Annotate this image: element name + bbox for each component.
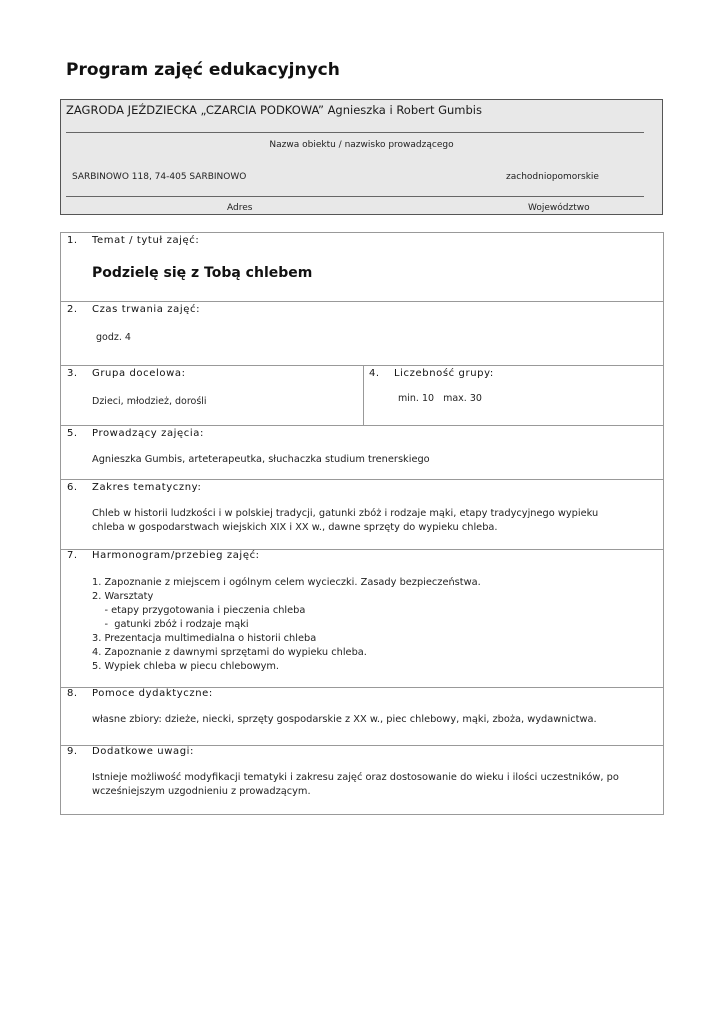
section-remarks	[61, 746, 663, 814]
group-size-value: min. 10 max. 30	[398, 393, 482, 404]
schedule-item: - etapy przygotowania i pieczenia chleba	[92, 605, 306, 616]
section-number: 2.	[67, 304, 78, 315]
section-number: 5.	[67, 428, 78, 439]
section-number: 6.	[67, 482, 78, 493]
section-number: 4.	[369, 368, 380, 379]
section-instructor	[61, 426, 663, 479]
scope-line: Chleb w historii ludzkości i w polskiej tradycji, gatunki zbóż i rodzaje mąki, etapy tradycyjnego wypieku	[92, 508, 599, 519]
remarks-line: wcześniejszym uzgodnieniu z prowadzącym.	[92, 786, 311, 797]
program-form-table	[60, 232, 664, 815]
target-group-value: Dzieci, młodzież, dorośli	[92, 396, 207, 407]
section-label: Prowadzący zajęcia:	[92, 428, 204, 439]
section-label: Zakres tematyczny:	[92, 482, 202, 493]
section-label: Czas trwania zajęć:	[92, 304, 201, 315]
section-label: Liczebność grupy:	[394, 368, 494, 379]
section-number: 3.	[67, 368, 78, 379]
schedule-item: 3. Prezentacja multimedialna o historii chleba	[92, 633, 317, 644]
section-label: Dodatkowe uwagi:	[92, 746, 195, 757]
document-title: Program zajęć edukacyjnych	[66, 60, 340, 80]
address-caption: Adres	[227, 203, 253, 213]
schedule-item: 1. Zapoznanie z miejscem i ogólnym celem wycieczki. Zasady bezpieczeństwa.	[92, 577, 481, 588]
scope-line: chleba w gospodarstwach wiejskich XIX i XX w., dawne sprzęty do wypieku chleba.	[92, 522, 498, 533]
section-label: Grupa docelowa:	[92, 368, 186, 379]
instructor-value: Agnieszka Gumbis, arteterapeutka, słuchaczka studium trenerskiego	[92, 454, 430, 465]
facility-underline	[66, 132, 644, 133]
facility-caption: Nazwa obiektu / nazwisko prowadzącego	[269, 140, 454, 150]
schedule-list	[92, 576, 481, 674]
facility-header-box	[60, 99, 663, 215]
remarks-line: Istnieje możliwość modyfikacji tematyki i zakresu zajęć oraz dostosowanie do wieku i ilości uczestników, po	[92, 772, 619, 783]
section-topic	[61, 233, 663, 301]
facility-name: ZAGRODA JEŹDZIECKA „CZARCIA PODKOWA” Agnieszka i Robert Gumbis	[66, 103, 482, 117]
section-label: Harmonogram/przebieg zajęć:	[92, 550, 260, 561]
section-label: Pomoce dydaktyczne:	[92, 688, 213, 699]
section-duration	[61, 302, 663, 366]
section-number: 7.	[67, 550, 78, 561]
section-number: 1.	[67, 235, 78, 246]
column-divider	[363, 365, 364, 425]
address-underline	[66, 196, 644, 197]
topic-value: Podzielę się z Tobą chlebem	[92, 265, 313, 281]
section-target-group	[61, 366, 663, 425]
schedule-item: - gatunki zbóż i rodzaje mąki	[92, 619, 249, 630]
duration-value: godz. 4	[96, 332, 131, 343]
region-caption: Województwo	[528, 203, 590, 213]
section-number: 9.	[67, 746, 78, 757]
address-value: SARBINOWO 118, 74-405 SARBINOWO	[72, 172, 247, 182]
section-teaching-aids	[61, 688, 663, 745]
schedule-item: 5. Wypiek chleba w piecu chlebowym.	[92, 661, 280, 672]
teaching-aids-value: własne zbiory: dzieże, niecki, sprzęty gospodarskie z XX w., piec chlebowy, mąki, zboża, wydawnictwa.	[92, 714, 597, 725]
section-number: 8.	[67, 688, 78, 699]
section-scope	[61, 480, 663, 548]
schedule-item: 4. Zapoznanie z dawnymi sprzętami do wypieku chleba.	[92, 647, 367, 658]
section-label: Temat / tytuł zajęć:	[92, 235, 200, 246]
schedule-item: 2. Warsztaty	[92, 591, 154, 602]
region-value: zachodniopomorskie	[506, 172, 599, 182]
section-schedule	[61, 550, 663, 687]
